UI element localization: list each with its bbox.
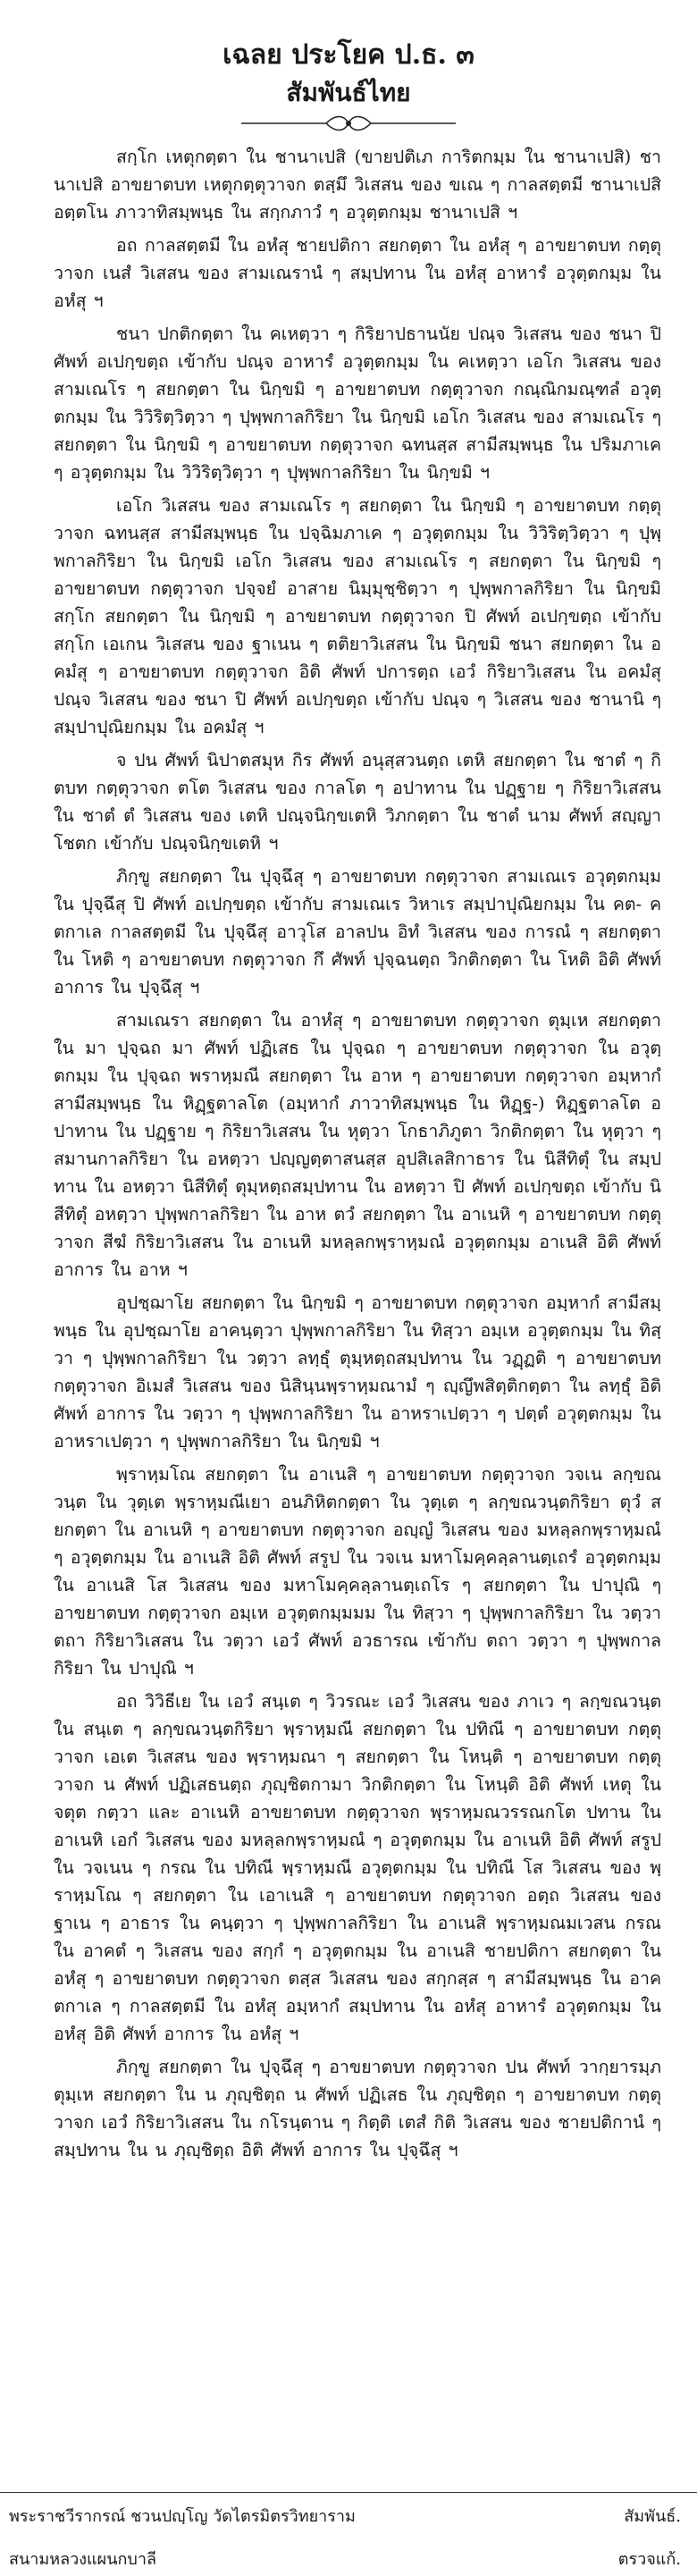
decorative-divider-ornament	[237, 113, 460, 134]
footer-role-analysis: สัมพันธ์.	[624, 2507, 681, 2526]
analysis-body	[54, 143, 661, 2169]
paragraph-3: ชนา ปกติกตฺตา ใน คเหตฺวา ๆ กิริยาปธานนัย ปณฺจ วิเสสน ของ ชนา ปิ ศัพท์ อเปกฺขตฺถ เข้ากับ ปณฺจ อาหารํ อวุตฺตกมฺม ใน คเหตฺวา เอโก วิเสสน ของ สามเณโร ๆ สยกตฺตา ใน นิกฺขมิ ๆ อาขยาตบท กตฺตุวาจก กณฺณิกมณฺฑลํ อวุตฺตกมฺม ใน วิวิริตฺวิตฺวา ๆ ปุพฺพกาลกิริยา ใน นิกฺขมิ เอโก วิเสสน ของ สามเณโร ๆ สยกตฺตา ใน นิกฺขมิ ๆ อาขยาตบท กตฺตุวาจก ฉทนสฺส สามีสมฺพนฺธ ใน ปริมภาเค ๆ อวุตฺตกมฺม ใน วิวิริตฺวิตฺวา ๆ ปุพฺพกาลกิริยา ใน นิกฺขมิ ฯ	[54, 324, 661, 483]
footer-divider	[0, 2492, 697, 2493]
footer-role-review: ตรวจแก้.	[617, 2550, 681, 2569]
paragraph-9: พฺราหฺมโณ สยกตฺตา ใน อาเนสิ ๆ อาขยาตบท กตฺตุวาจก วจเน ลกฺขณวนฺต ใน วุตฺเต พฺราหฺมณีเยา อนภิหิตกตฺตา ใน วุตฺเต ๆ ลกฺขณวนฺตกิริยา ตุวํ สยกตฺตา ใน อาเนหิ ๆ อาขยาตบท กตฺตุวาจก อญฺญํ วิเสสน ของ มหลฺลกพฺราหฺมณํ ๆ อวุตฺตกมฺม ใน อาเนสิ อิติ ศัพท์ สรูป ใน วจเน มหาโมคฺคลฺลานตฺเถรํ อวุตฺตกมฺม ใน อาเนสิ โส วิเสสน ของ มหาโมคฺคลฺลานตฺเถโร ๆ สยกตฺตา ใน ปาปุณิ ๆ อาขยาตบท กตฺตุวาจก อมฺเห อวุตฺตกมฺมมม ใน ทิสฺวา ๆ ปุพฺพกาลกิริยา ใน วตฺวา ตถา กิริยาวิเสสน ใน วตฺวา เอวํ ศัพท์ อวธารณ เข้ากับ ตถา วตฺวา ๆ ปุพฺพกาลกิริยา ใน ปาปุณิ ฯ	[54, 1464, 661, 1679]
page-subtitle: สัมพันธ์ไทย	[286, 78, 411, 107]
footer-office: สนามหลวงแผนกบาลี	[9, 2550, 156, 2569]
page-title: เฉลย ประโยค ป.ธ. ๓	[223, 39, 474, 71]
paragraph-1: สกฺโก เหตุกตฺตา ใน ชานาเปสิ (ขายปติเภ การิตกมฺม ใน ชานาเปสิ) ชานาเปสิ อาขยาตบท เหตุกตฺตุวาจก ตสฺมึ วิเสสน ของ ขเณ ๆ กาลสตฺตมี ชานาเปสิ อตฺตโน ภาวาทิสมฺพนฺธ ใน สกฺกภาวํ ๆ อวุตฺตกมฺม ชานาเปสิ ฯ	[54, 147, 661, 223]
paragraph-7: สามเณรา สยกตฺตา ใน อาหํสุ ๆ อาขยาตบท กตฺตุวาจก ตุมฺเห สยกตฺตา ใน มา ปุจฺฉถ มา ศัพท์ ปฏิเสธ ใน ปุจฺฉถ ๆ อาขยาตบท กตฺตุวาจก ใน อวุตฺตกมฺม ใน ปุจฺฉถ พราหฺมณี สยกตฺตา ใน อาห ๆ อาขยาตบท กตฺตุวาจก อมฺหากํ สามีสมฺพนฺธ ใน หิฏฺฐตาลโต (อมฺหากํ ภาวาทิสมฺพนฺธ ใน หิฏฺฐ-) หิฏฺฐตาลโต อปาทาน ใน ปฏฺฐาย ๆ กิริยาวิเสสน ใน หุตฺวา โกธาภิภูตา วิกติกตฺตา ใน หุตฺวา ๆ สมานกาลกิริยา ใน อหตฺวา ปญฺญตฺตาสนสฺส อุปสิเลสิกาธาร ใน นิสีทิตุํ ใน สมฺปทาน ใน อหตฺวา นิสีทิตุํ ตุมฺหตฺถสมฺปทาน ใน อหตฺวา ปิ ศัพท์ อเปกฺขตฺถ เข้ากับ นิสีทิตุํ อหตฺวา ปุพฺพกาลกิริยา ใน อาห ตวํ สยกตฺตา ใน อาเนหิ ๆ อาขยาตบท กตฺตุวาจก สีฆํ กิริยาวิเสสน ใน อาเนหิ มหลฺลกพฺราหฺมณํ อวุตฺตกมฺม อาเนสิ อิติ ศัพท์ อาการ ใน อาห ฯ	[54, 1010, 661, 1280]
paragraph-8: อุปชฺฌาโย สยกตฺตา ใน นิกฺขมิ ๆ อาขยาตบท กตฺตุวาจก อมฺหากํ สามีสมฺพนฺธ ใน อุปชฺฌาโย อาคนฺตฺวา ปุพฺพกาลกิริยา ใน ทิสฺวา อมฺเห อวุตฺตกมฺม ใน ทิสฺวา ๆ ปุพฺพกาลกิริยา ใน วตฺวา ลทฺธุํ ตุมฺหตฺถสมฺปทาน ใน วฏฺฏติ ๆ อาขยาตบท กตฺตุวาจก อิเมสํ วิเสสน ของ นิสินฺนพฺราหฺมณามํ ๆ ญฺญึพสิตฺติกตฺตา ใน ลทฺธุํ อิติ ศัพท์ อาการ ใน วตฺวา ๆ ปุพฺพกาลกิริยา ใน อาหราเปตฺวา ๆ ปตฺตํ อวุตฺตกมฺม ใน อาหราเปตฺวา ๆ ปุพฺพกาลกิริยา ใน นิกฺขมิ ฯ	[54, 1292, 661, 1452]
paragraph-10: อถ วิวิธีเย ใน เอวํ สนฺเต ๆ วิวรณะ เอวํ วิเสสน ของ ภาเว ๆ ลกฺขณวนฺต ใน สนฺเต ๆ ลกฺขณวนฺตกิริยา พฺราหฺมณี สยกตฺตา ใน ปทิณี ๆ อาขยาตบท กตฺตุวาจก เอเต วิเสสน ของ พฺราหฺมณา ๆ สยกตฺตา ใน โหนฺติ ๆ อาขยาตบท กตฺตุวาจก น ศัพท์ ปฏิเสธนตฺถ ภุญฺชิตกามา วิกติกตฺตา ใน โหนฺติ อิติ ศัพท์ เหตุ ใน จตุต กตฺวา และ อาเนหิ อาขยาตบท กตฺตุวาจก พฺราหฺมณวรรณกโต ปทาน ใน อาเนหิ เอกํ วิเสสน ของ มหลฺลกพฺราหฺมณํ ๆ อวุตฺตกมฺม ใน อาเนหิ อิติ ศัพท์ สรูป ใน วจเนน ๆ กรณ ใน ปทิณี พฺราหฺมณี อวุตฺตกมฺม ใน ปทิณี โส วิเสสน ของ พฺราหฺมโณ ๆ สยกตฺตา ใน เอาเนสิ ๆ อาขยาตบท กตฺตุวาจก อตฺถ วิเสสน ของ ฐาเน ๆ อาธาร ใน คนฺตฺวา ๆ ปุพฺพกาลกิริยา ใน อาเนสิ พฺราหฺมณมเวสน กรณ ใน อาคตํ ๆ วิเสสน ของ สกฺกํ ๆ อวุตฺตกมฺม ใน อาเนสิ ชายปติกา สยกตฺตา ใน อหํสุ ๆ อาขยาตบท กตฺตุวาจก ตสฺส วิเสสน ของ สกฺกสฺส ๆ สามีสมฺพนฺธ ใน อาคตกาเล ๆ กาลสตฺตมี ใน อหํสุ อมฺหากํ สมฺปทาน ใน อหํสุ อาหารํ อวุตฺตกมฺม ใน อหํสุ อิติ ศัพท์ อาการ ใน อหํสุ ฯ	[54, 1691, 661, 2044]
paragraph-5: จ ปน ศัพท์ นิปาตสมุห กิร ศัพท์ อนุสฺสวนตฺถ เตหิ สยกตฺตา ใน ชาตํ ๆ กิตบท กตฺตุวาจก ตโต วิเสสน ของ กาลโต ๆ อปาทาน ใน ปฏฺฐาย ๆ กิริยาวิเสสน ใน ชาตํ ตํ วิเสสน ของ เตหิ ปณฺจนิกฺขเตหิ วิภกตฺตา ใน ชาตํ นาม ศัพท์ สญฺญาโชตก เข้ากับ ปณฺจนิกฺขเตหิ ฯ	[54, 750, 661, 854]
paragraph-2: อถ กาลสตฺตมี ใน อหํสุ ชายปติกา สยกตฺตา ใน อหํสุ ๆ อาขยาตบท กตฺตุวาจก เนสํ วิเสสน ของ สามเณรานํ ๆ สมฺปทาน ใน อหํสุ อาหารํ อวุตฺตกมฺม ใน อหํสุ ฯ	[54, 235, 661, 311]
footer-author: พระราชวีรากรณ์ ชวนปญฺโญ วัดไตรมิตรวิทยาราม	[9, 2507, 356, 2526]
paragraph-6: ภิกฺขู สยกตฺตา ใน ปุจฺฉึสุ ๆ อาขยาตบท กตฺตุวาจก สามเณเร อวุตฺตกมฺม ใน ปุจฺฉึสุ ปิ ศัพท์ อเปกฺขตฺถ เข้ากับ สามเณเร วิหาเร สมฺปาปุณิยกมฺม ใน คต- คตกาเล กาลสตฺตมี ใน ปุจฺฉึสุ อาวุโส อาลปน อิทํ วิเสสน ของ การณํ ๆ สยกตฺตา ใน โหติ ๆ อาขยาตบท กตฺตุวาจก กึ ศัพท์ ปุจฺฉนตฺถ วิกติกตฺตา ใน โหติ อิติ ศัพท์ อาการ ใน ปุจฺฉึสุ ฯ	[54, 866, 661, 998]
paragraph-11: ภิกฺขู สยกตฺตา ใน ปุจฺฉึสุ ๆ อาขยาตบท กตฺตุวาจก ปน ศัพท์ วากฺยารมฺภ ตุมฺเห สยกตฺตา ใน น ภุญฺชิตฺถ น ศัพท์ ปฏิเสธ ใน ภุญฺชิตฺถ ๆ อาขยาตบท กตฺตุวาจก เอวํ กิริยาวิเสสน ใน กโรนฺตาน ๆ กิตฺติ เตสํ กิติ วิเสสน ของ ชายปติกานํ ๆ สมฺปทาน ใน น ภุญฺชิตฺถ อิติ ศัพท์ อาการ ใน ปุจฺฉึสุ ฯ	[54, 2057, 661, 2160]
paragraph-4: เอโก วิเสสน ของ สามเณโร ๆ สยกตฺตา ใน นิกฺขมิ ๆ อาขยาตบท กตฺตุวาจก ฉทนสฺส สามีสมฺพนฺธ ใน ปจฺฉิมภาเค ๆ อวุตฺตกมฺม ใน วิวิริตฺวิตฺวา ๆ ปุพฺพกาลกิริยา ใน นิกฺขมิ เอโก วิเสสน ของ สามเณโร ๆ สยกตฺตา ใน นิกฺขมิ ๆ อาขยาตบท กตฺตุวาจก ปจฺจยํ อาสาย นิมฺมุชฺชิตฺวา ๆ ปุพฺพกาลกิริยา ใน นิกฺขมิ สกฺโก สยกตฺตา ใน นิกฺขมิ ๆ อาขยาตบท กตฺตุวาจก ปิ ศัพท์ อเปกฺขตฺถ เข้ากับ สกฺโก เอเกน วิเสสน ของ ฐาเนน ๆ ตติยาวิเสสน ใน นิกฺขมิ ชนา สยกตฺตา ใน อคมํสุ ๆ อาขยาตบท กตฺตุวาจก อิติ ศัพท์ ปการตฺถ เอวํ กิริยาวิเสสน ใน อคมํสุ ปณฺจ วิเสสน ของ ชนา ปิ ศัพท์ อเปกฺขตฺถ เข้ากับ ปณฺจ ๆ วิเสสน ของ ชานานิ ๆ สมฺปาปุณิยกมฺม ใน อคมํสุ ฯ	[54, 495, 661, 737]
